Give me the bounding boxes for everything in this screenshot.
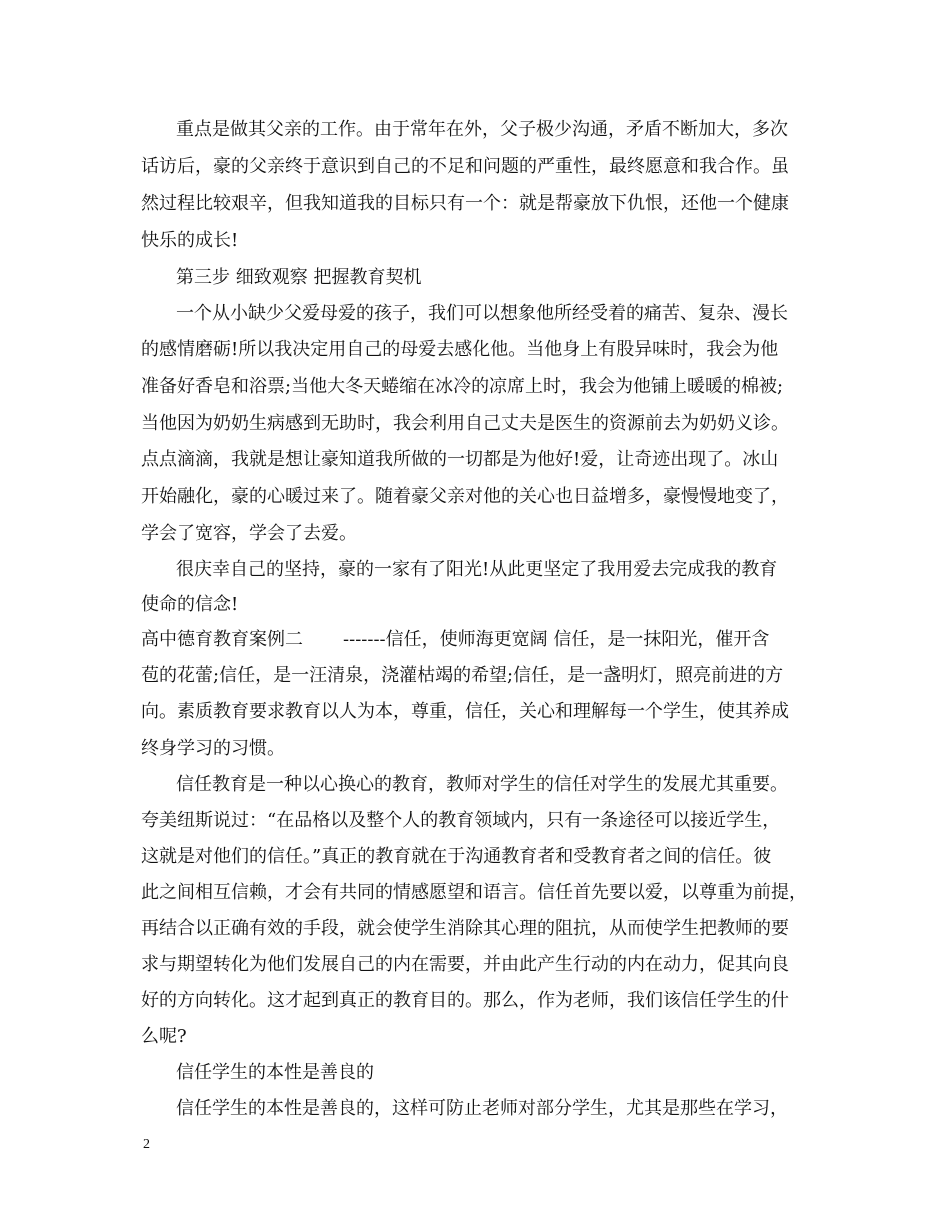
text-line: 的感情磨砺!所以我决定用自己的母爱去感化他。当他身上有股异味时，我会为他 xyxy=(141,339,779,360)
text-line: 信任教育是一种以心换心的教育，教师对学生的信任对学生的发展尤其重要。 xyxy=(176,774,788,795)
text-line: 使命的信念! xyxy=(141,594,239,615)
text-line: 开始融化，豪的心暖过来了。随着豪父亲对他的关心也日益增多，豪慢慢地变了， xyxy=(141,486,789,507)
text-line: 快乐的成长! xyxy=(141,230,239,251)
text-line: 然过程比较艰辛，但我知道我的目标只有一个：就是帮豪放下仇恨，还他一个健康 xyxy=(141,193,789,214)
text-line: 夸美纽斯说过：“在品格以及整个人的教育领域内，只有一条途径可以接近学生， xyxy=(141,810,781,831)
text-line: 话访后，豪的父亲终于意识到自己的不足和问题的严重性，最终愿意和我合作。虽 xyxy=(141,156,789,177)
section-title: 高中德育教育案例二 -------信任，使师海更宽阔 信任，是一抹阳光，催开含 xyxy=(141,629,770,650)
text-line: 信任学生的本性是善良的，这样可防止老师对部分学生，尤其是那些在学习， xyxy=(176,1098,788,1119)
text-line: 很庆幸自己的坚持，豪的一家有了阳光!从此更坚定了我用爱去完成我的教育 xyxy=(176,559,778,580)
text-line: 再结合以正确有效的手段，就会使学生消除其心理的阻抗，从而使学生把教师的要 xyxy=(141,918,789,939)
text-line: 当他因为奶奶生病感到无助时，我会利用自己丈夫是医生的资源前去为奶奶义诊。 xyxy=(141,413,789,434)
text-line: 学会了宽容，学会了去爱。 xyxy=(141,523,357,544)
text-line: 向。素质教育要求教育以人为本，尊重，信任，关心和理解每一个学生，使其养成 xyxy=(141,701,789,722)
text-line: 准备好香皂和浴票;当他大冬天蜷缩在冰冷的凉席上时，我会为他铺上暖暖的棉被; xyxy=(141,376,784,397)
section-heading: 第三步 细致观察 把握教育契机 xyxy=(176,267,422,288)
text-line: 么呢? xyxy=(141,1026,187,1047)
text-line: 一个从小缺少父爱母爱的孩子，我们可以想象他所经受着的痛苦、复杂、漫长 xyxy=(176,303,788,324)
text-line: 重点是做其父亲的工作。由于常年在外，父子极少沟通，矛盾不断加大，多次 xyxy=(176,119,788,140)
page-number: 2 xyxy=(143,1137,150,1152)
section-heading: 信任学生的本性是善良的 xyxy=(176,1062,374,1083)
text-line: 这就是对他们的信任。”真正的教育就在于沟通教育者和受教育者之间的信任。彼 xyxy=(141,846,772,867)
text-line: 苞的花蕾;信任，是一汪清泉，浇灌枯竭的希望;信任，是一盏明灯，照亮前进的方 xyxy=(141,665,784,686)
text-line: 好的方向转化。这才起到真正的教育目的。那么，作为老师，我们该信任学生的什 xyxy=(141,990,789,1011)
text-line: 终身学习的习惯。 xyxy=(141,738,285,759)
text-line: 此之间相互信赖，才会有共同的情感愿望和语言。信任首先要以爱，以尊重为前提， xyxy=(141,882,807,903)
text-line: 点点滴滴，我就是想让豪知道我所做的一切都是为他好!爱，让奇迹出现了。冰山 xyxy=(141,449,779,470)
text-line: 求与期望转化为他们发展自己的内在需要，并由此产生行动的内在动力，促其向良 xyxy=(141,954,789,975)
